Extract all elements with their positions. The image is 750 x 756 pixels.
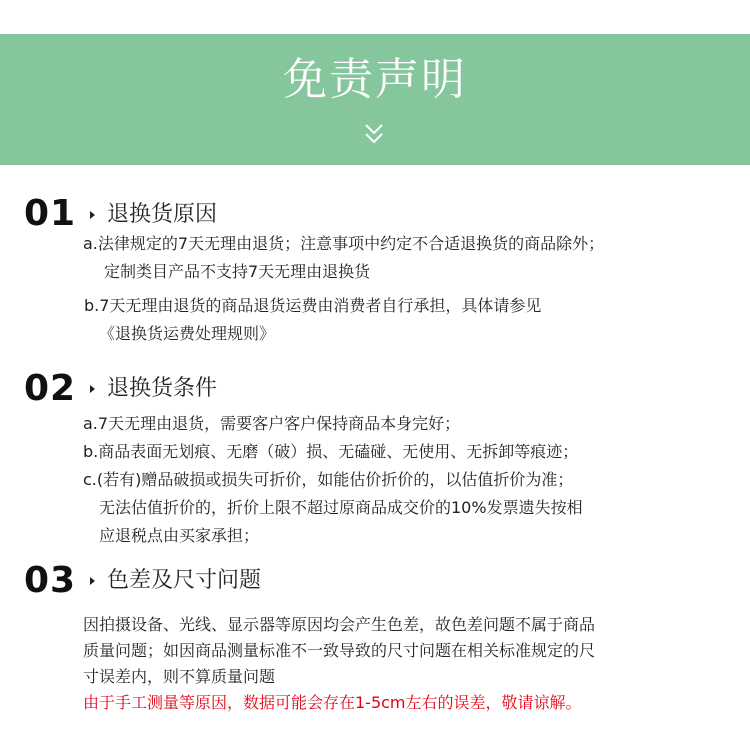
section-line: c.(若有)赠品破损或损失可折价，如能估价折价的，以估值折价为准； xyxy=(83,470,574,489)
section-line: a.7天无理由退货，需要客户客户保持商品本身完好； xyxy=(83,414,461,433)
section-number: 01 xyxy=(24,193,77,234)
triangle-bullet-icon xyxy=(90,211,95,219)
section-title: 色差及尺寸问题 xyxy=(107,568,262,593)
section-line: 寸误差内，则不算质量问题 xyxy=(83,667,276,686)
section-line: 定制类目产品不支持7天无理由退换货 xyxy=(104,262,371,281)
section-line: 应退税点由买家承担； xyxy=(99,526,260,545)
section-title: 退换货原因 xyxy=(107,202,218,227)
section-line: 因拍摄设备、光线、显示器等原因均会产生色差，故色差问题不属于商品 xyxy=(83,615,596,634)
measurement-notice: 由于手工测量等原因，数据可能会存在1-5cm左右的误差，敬请谅解。 xyxy=(83,693,582,712)
section-line: 《退换货运费处理规则》 xyxy=(99,324,276,343)
section-line: b.商品表面无划痕、无磨（破）损、无磕碰、无使用、无拆卸等痕迹； xyxy=(83,442,579,461)
section-line: b.7天无理由退货的商品退货运费由消费者自行承担，具体请参见 xyxy=(84,296,542,315)
triangle-bullet-icon xyxy=(90,577,95,585)
header-banner xyxy=(0,34,750,165)
section-title: 退换货条件 xyxy=(107,376,218,401)
triangle-bullet-icon xyxy=(90,385,95,393)
section-line: 质量问题；如因商品测量标准不一致导致的尺寸问题在相关标准规定的尺 xyxy=(83,641,596,660)
section-line: a.法律规定的7天无理由退货；注意事项中约定不合适退换货的商品除外； xyxy=(83,234,605,253)
page-title: 免责声明 xyxy=(283,54,467,105)
double-chevron-down-icon xyxy=(364,122,384,146)
section-line: 无法估值折价的，折价上限不超过原商品成交价的10%发票遗失按相 xyxy=(99,498,583,517)
section-number: 02 xyxy=(24,368,77,409)
section-number: 03 xyxy=(24,560,77,601)
